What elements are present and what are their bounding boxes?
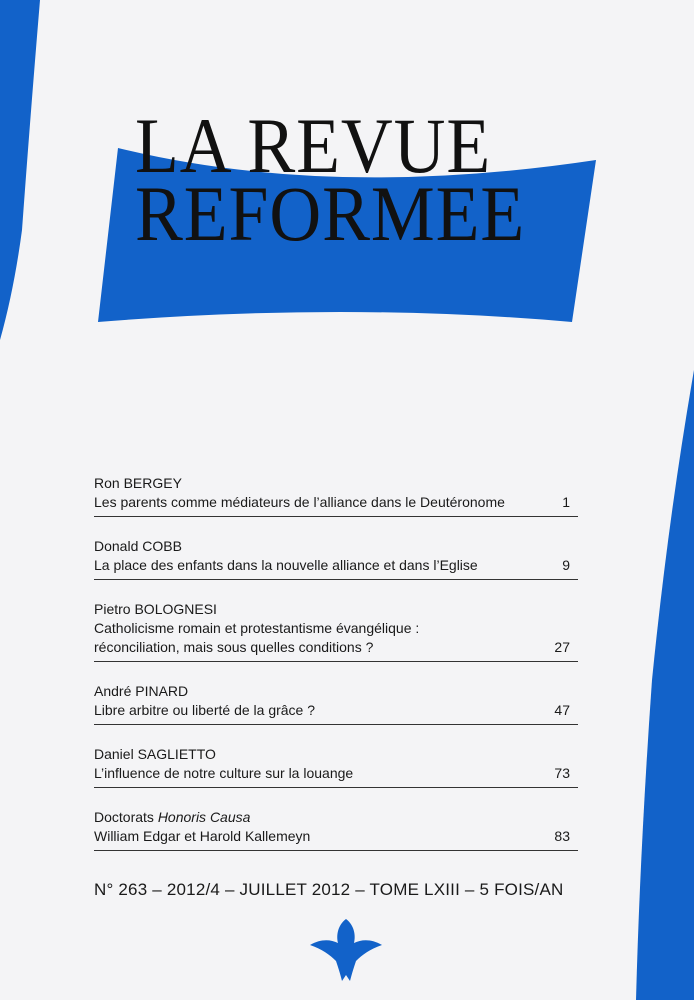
toc-row: [94, 701, 578, 720]
toc-entry: [94, 682, 578, 725]
table-of-contents: [94, 474, 578, 851]
toc-author: Ron BERGEY: [94, 475, 182, 491]
toc-entry: [94, 808, 578, 851]
toc-page-number: 27: [554, 639, 570, 655]
toc-page-number: 1: [562, 494, 570, 510]
toc-row: [94, 638, 578, 657]
left-blue-stripe: [0, 0, 40, 340]
toc-row: [94, 764, 578, 783]
toc-author-italic: Honoris Causa: [157, 809, 251, 825]
masthead-line-1: LA REVUE: [135, 102, 492, 189]
issue-info-line: N° 263 – 2012/4 – JUILLET 2012 – TOME LXIII – 5 FOIS/AN: [94, 880, 564, 899]
toc-author: Pietro BOLOGNESI: [94, 601, 217, 617]
toc-row: [94, 827, 578, 846]
toc-entry: [94, 600, 578, 662]
dove-icon: [308, 915, 384, 985]
toc-author: Donald COBB: [94, 538, 182, 554]
toc-row: [94, 556, 578, 575]
toc-author-line: [94, 808, 578, 827]
toc-title-line: Catholicisme romain et protestantisme évangélique :: [94, 620, 420, 636]
masthead-line-2: REFORMEE: [135, 170, 526, 257]
toc-page-number: 83: [554, 828, 570, 844]
toc-page-number: 47: [554, 702, 570, 718]
toc-entry: [94, 474, 578, 517]
toc-author: André PINARD: [94, 683, 189, 699]
toc-page-number: 73: [554, 765, 570, 781]
right-blue-stripe: [636, 370, 694, 1000]
toc-title: La place des enfants dans la nouvelle alliance et dans l’Eglise: [94, 557, 478, 573]
toc-row: [94, 493, 578, 512]
toc-title-line: réconciliation, mais sous quelles conditions ?: [94, 639, 374, 655]
masthead-title: [135, 102, 526, 257]
toc-title: Libre arbitre ou liberté de la grâce ?: [94, 702, 316, 718]
toc-author: Doctorats: [94, 809, 154, 825]
toc-title: L’influence de notre culture sur la louange: [94, 765, 354, 781]
toc-title: William Edgar et Harold Kallemeyn: [94, 828, 311, 844]
toc-page-number: 9: [562, 557, 570, 573]
toc-entry: [94, 745, 578, 788]
toc-author: Daniel SAGLIETTO: [94, 746, 216, 762]
toc-entry: [94, 537, 578, 580]
toc-title: Les parents comme médiateurs de l’alliance dans le Deutéronome: [94, 494, 505, 510]
